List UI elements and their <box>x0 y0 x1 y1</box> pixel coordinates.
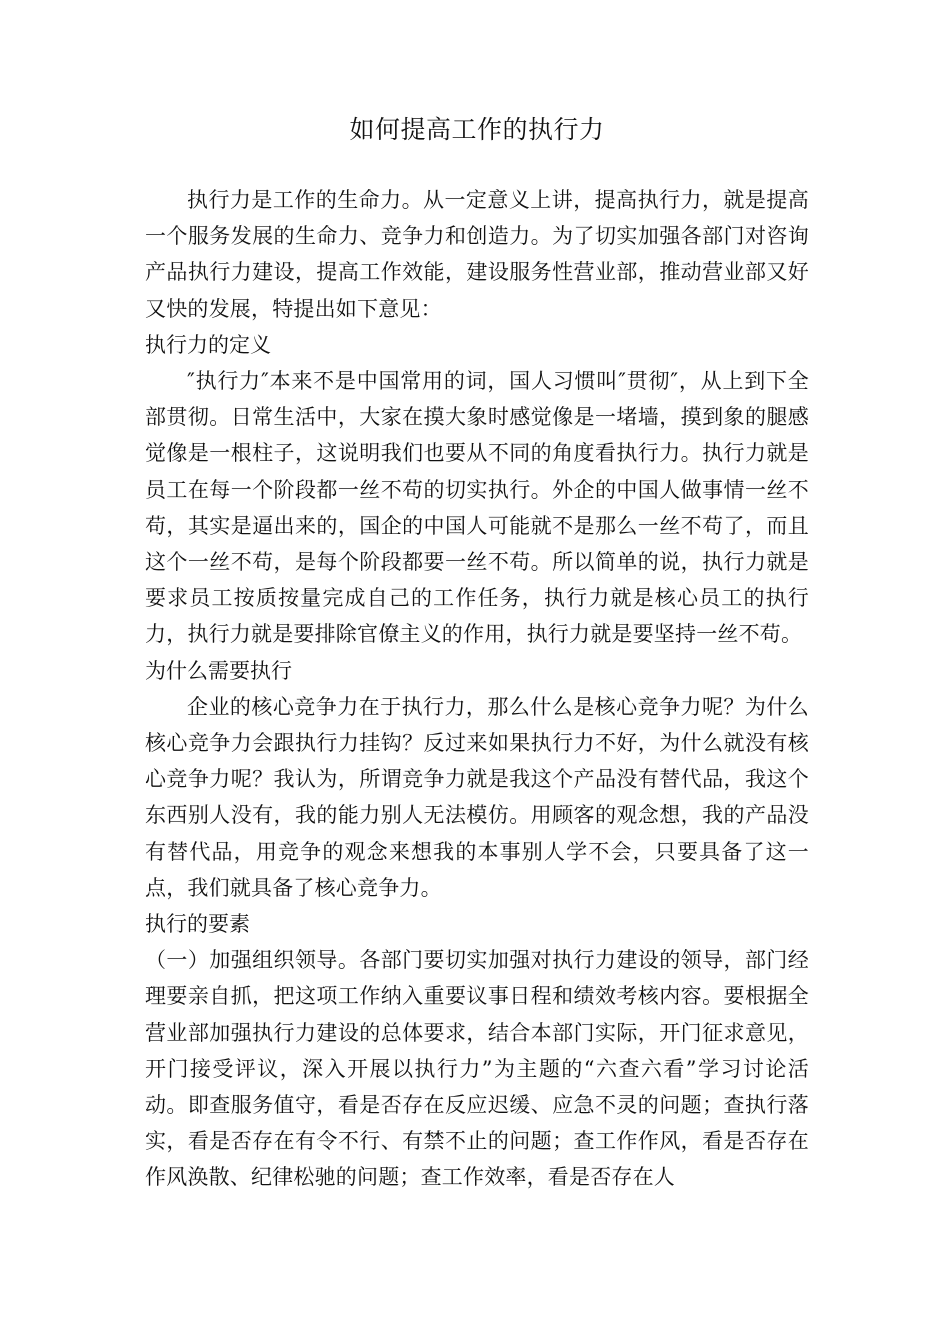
why-paragraph: 企业的核心竞争力在于执行力，那么什么是核心竞争力呢？为什么核心竞争力会跟执行力挂钩？反过来如果执行力不好，为什么就没有核心竞争力呢？我认为，所谓竞争力就是我这个产品没有替代品，我这个东西别人没有，我的能力别人无法模仿。用顾客的观念想，我的产品没有替代品，用竞争的观念来想我的本事别人学不会，只要具备了这一点，我们就具备了核心竞争力。 <box>145 694 809 900</box>
definition-paragraph: ″执行力″本来不是中国常用的词，国人习惯叫″贯彻″，从上到下全部贯彻。日常生活中，大家在摸大象时感觉像是一堵墙，摸到象的腿感觉像是一根柱子，这说明我们也要从不同的角度看执行力。执行力就是员工在每一个阶段都一丝不苟的切实执行。外企的中国人做事情一丝不苟，其实是逼出来的，国企的中国人可能就不是那么一丝不苟了，而且这个一丝不苟，是每个阶段都要一丝不苟。所以简单的说，执行力就是要求员工按质按量完成自己的工作任务，执行力就是核心员工的执行力，执行力就是要排除官僚主义的作用，执行力就是要坚持一丝不苟。 <box>145 369 809 647</box>
section-heading-definition: 执行力的定义 <box>145 332 271 357</box>
section-heading-why: 为什么需要执行 <box>145 658 292 683</box>
document-body <box>145 110 809 1196</box>
elements-paragraph: （一）加强组织领导。各部门要切实加强对执行力建设的领导，部门经理要亲自抓，把这项工作纳入重要议事日程和绩效考核内容。要根据全营业部加强执行力建设的总体要求，结合本部门实际，开门征求意见，开门接受评议，深入开展以执行力”为主题的“六查六看”学习讨论活动。即查服务值守，看是否存在反应迟缓、应急不灵的问题；查执行落实，看是否存在有令不行、有禁不止的问题；查工作作风，看是否存在作风涣散、纪律松驰的问题；查工作效率，看是否存在人 <box>145 948 809 1190</box>
intro-paragraph: 执行力是工作的生命力。从一定意义上讲，提高执行力，就是提高一个服务发展的生命力、竞争力和创造力。为了切实加强各部门对咨询产品执行力建设，提高工作效能，建设服务性营业部，推动营业部又好又快的发展，特提出如下意见： <box>145 188 809 321</box>
section-heading-elements: 执行的要素 <box>145 912 250 937</box>
document-title: 如何提高工作的执行力 <box>349 115 605 144</box>
